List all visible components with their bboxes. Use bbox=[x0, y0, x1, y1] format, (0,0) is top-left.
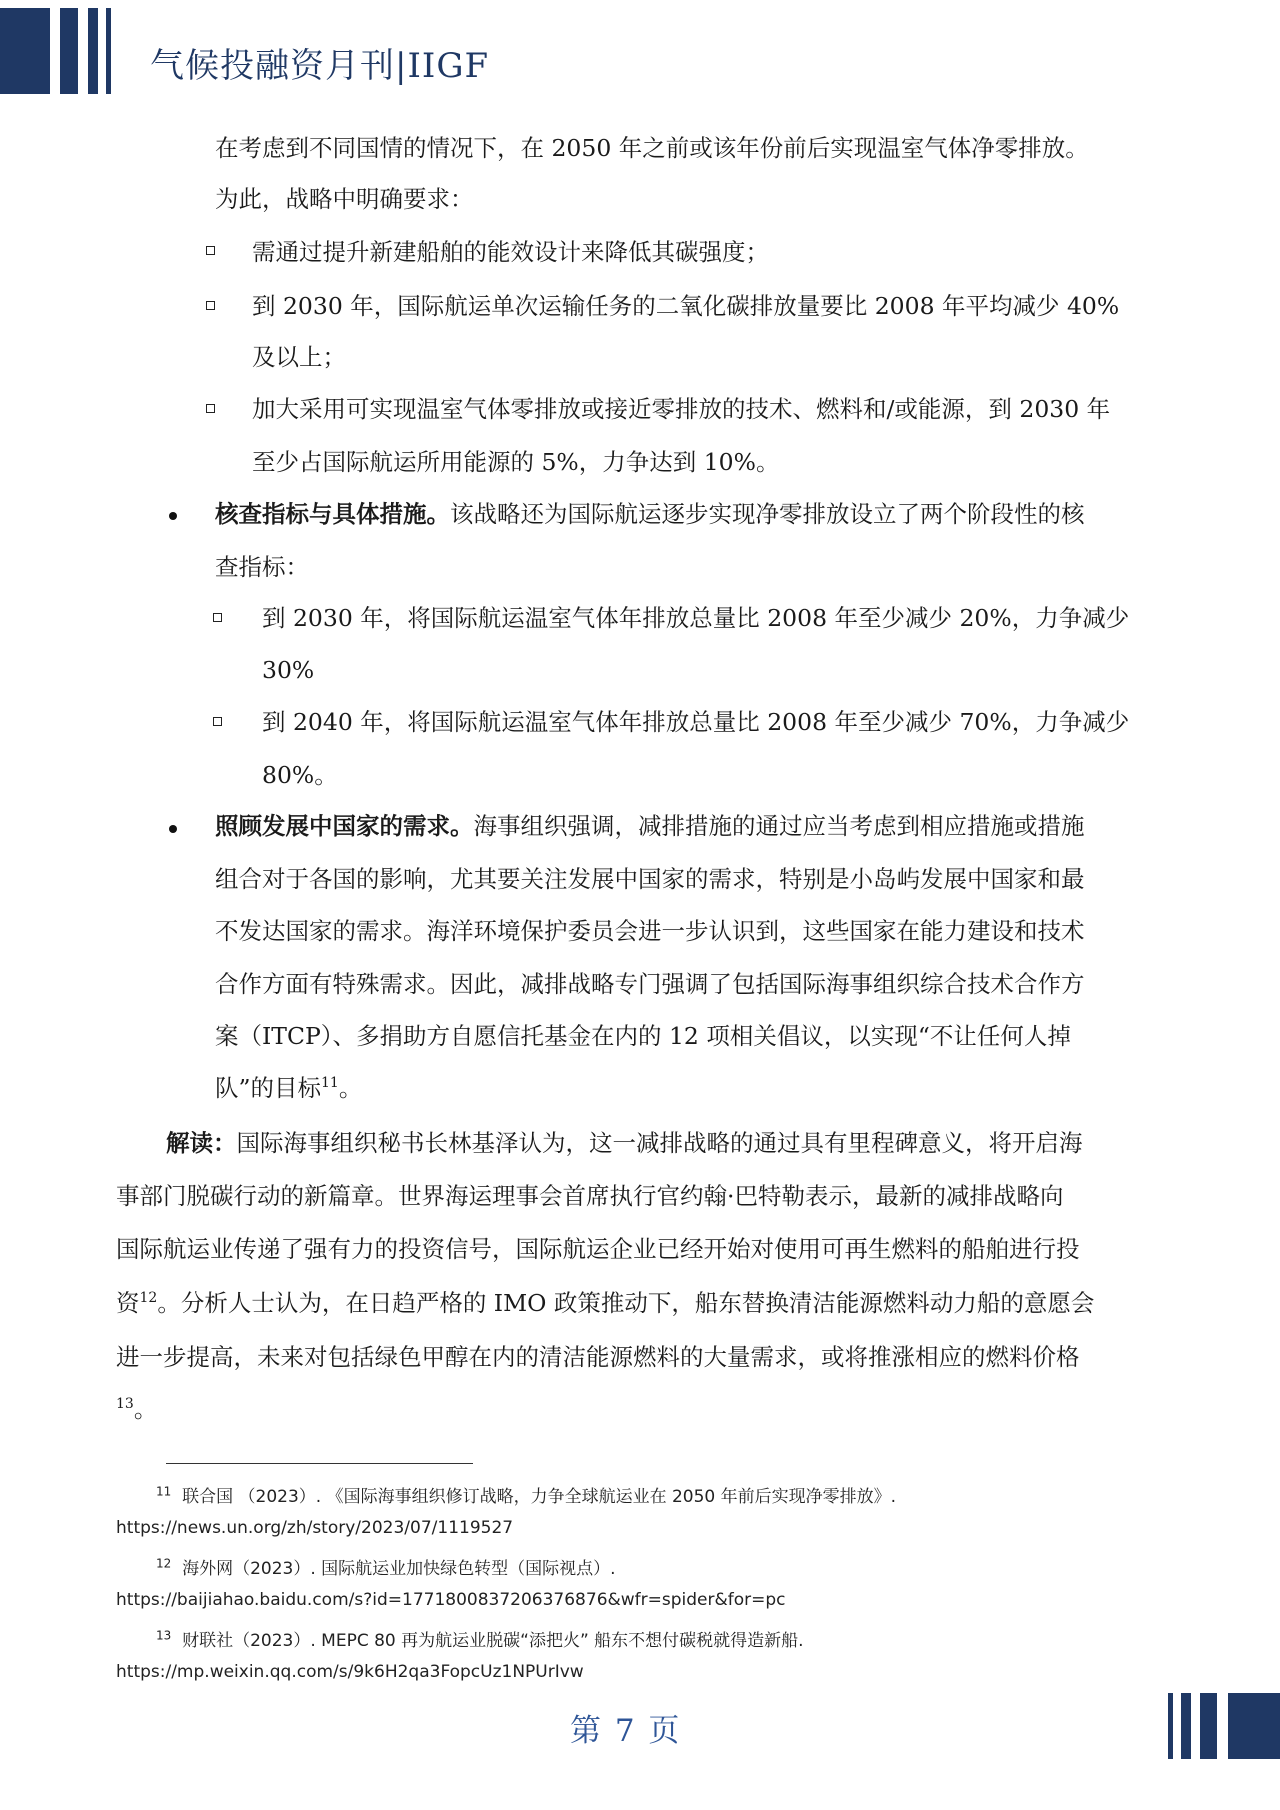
footnote-ref[interactable]: 11 bbox=[321, 1075, 339, 1092]
square-bullet-icon bbox=[213, 613, 222, 622]
paragraph-text: 。分析人士认为，在日趋严格的 IMO 政策推动下，船东替换清洁能源燃料动力船的意愿会 bbox=[157, 1289, 1095, 1317]
footnote-divider bbox=[166, 1463, 473, 1464]
paragraph-line: 国际航运业传递了强有力的投资信号，国际航运企业已经开始对使用可再生燃料的船舶进行投 bbox=[116, 1235, 1080, 1263]
footnote-number: 12 bbox=[156, 1556, 172, 1571]
paragraph-line bbox=[166, 1129, 1083, 1157]
bullet-text: 该战略还为国际航运逐步实现净零排放设立了两个阶段性的核 bbox=[450, 500, 1085, 528]
footnote-text: 财联社（2023）. MEPC 80 再为航运业脱碳“添把火” 船东不想付碳税就得造新船. bbox=[182, 1631, 804, 1651]
footnote-text: 联合国 （2023）. 《国际海事组织修订战略，力争全球航运业在 2050 年前后实现净零排放》. bbox=[182, 1487, 897, 1507]
square-bullet-icon bbox=[206, 301, 215, 310]
sub-item: 及以上； bbox=[252, 343, 346, 371]
bullet-heading: 照顾发展中国家的需求。 bbox=[215, 812, 474, 840]
paragraph-text: 国际海事组织秘书长林基泽认为，这一减排战略的通过具有里程碑意义，将开启海 bbox=[236, 1129, 1083, 1157]
bullet-item: 查指标： bbox=[215, 553, 309, 581]
square-bullet-icon bbox=[213, 717, 222, 726]
footnote-ref[interactable]: 13 bbox=[116, 1396, 134, 1413]
sub-item: 到 2030 年，国际航运单次运输任务的二氧化碳排放量要比 2008 年平均减少 40% bbox=[252, 292, 1120, 320]
sub-item: 到 2040 年，将国际航运温室气体年排放总量比 2008 年至少减少 70%，力争减少 bbox=[262, 708, 1130, 736]
footnote-12 bbox=[156, 1554, 616, 1579]
page-number: 第 7 页 bbox=[570, 1713, 682, 1749]
bullet-item bbox=[215, 1074, 363, 1102]
square-bullet-icon bbox=[206, 404, 215, 413]
footnote-ref[interactable]: 12 bbox=[139, 1290, 158, 1307]
bullet-icon bbox=[169, 825, 177, 833]
paragraph-line bbox=[116, 1289, 1095, 1317]
footnote-13 bbox=[156, 1626, 804, 1651]
bullet-item: 案（ITCP）、多捐助方自愿信托基金在内的 12 项相关倡议，以实现“不让任何人掉 bbox=[215, 1022, 1071, 1050]
footnote-number: 13 bbox=[156, 1628, 172, 1643]
paragraph-line: 进一步提高，未来对包括绿色甲醇在内的清洁能源燃料的大量需求，或将推涨相应的燃料价格 bbox=[116, 1343, 1080, 1371]
paragraph-line: 在考虑到不同国情的情况下，在 2050 年之前或该年份前后实现温室气体净零排放。 bbox=[215, 134, 1089, 162]
paragraph-heading: 解读： bbox=[166, 1129, 237, 1157]
footnote-number: 11 bbox=[156, 1484, 172, 1499]
sub-item: 需通过提升新建船舶的能效设计来降低其碳强度； bbox=[252, 238, 769, 266]
bullet-heading: 核查指标与具体措施。 bbox=[215, 500, 450, 528]
bullet-text: 。 bbox=[338, 1074, 363, 1102]
sub-item: 到 2030 年，将国际航运温室气体年排放总量比 2008 年至少减少 20%，力争减少 bbox=[262, 604, 1130, 632]
paragraph-text: 。 bbox=[133, 1395, 158, 1423]
footnote-11 bbox=[156, 1482, 896, 1507]
paragraph-line bbox=[116, 1395, 158, 1423]
bullet-item: 组合对于各国的影响，尤其要关注发展中国家的需求，特别是小岛屿发展中国家和最 bbox=[215, 865, 1085, 893]
paragraph-line: 事部门脱碳行动的新篇章。世界海运理事会首席执行官约翰·巴特勒表示，最新的减排战略向 bbox=[116, 1182, 1064, 1210]
bullet-item: 合作方面有特殊需求。因此，减排战略专门强调了包括国际海事组织综合技术合作方 bbox=[215, 970, 1085, 998]
bullet-item bbox=[215, 812, 1085, 840]
paragraph-text: 资 bbox=[116, 1289, 140, 1317]
footnote-link[interactable]: https://mp.weixin.qq.com/s/9k6H2qa3FopcUz1NPUrIvw bbox=[116, 1662, 584, 1682]
paragraph-line: 为此，战略中明确要求： bbox=[215, 185, 474, 213]
sub-item: 80%。 bbox=[262, 761, 338, 789]
footnote-link[interactable]: https://news.un.org/zh/story/2023/07/1119527 bbox=[116, 1518, 514, 1538]
sub-item: 30% bbox=[262, 656, 315, 684]
header-title: 气候投融资月刊|IIGF bbox=[150, 46, 490, 86]
sub-item: 加大采用可实现温室气体零排放或接近零排放的技术、燃料和/或能源，到 2030 年 bbox=[252, 395, 1111, 423]
bullet-item: 不发达国家的需求。海洋环境保护委员会进一步认识到，这些国家在能力建设和技术 bbox=[215, 917, 1085, 945]
bullet-item bbox=[215, 500, 1085, 528]
bullet-text: 队”的目标 bbox=[215, 1074, 322, 1102]
footnote-text: 海外网（2023）. 国际航运业加快绿色转型（国际视点）. bbox=[182, 1559, 616, 1579]
square-bullet-icon bbox=[206, 246, 215, 255]
bullet-text: 海事组织强调，减排措施的通过应当考虑到相应措施或措施 bbox=[473, 812, 1085, 840]
footnote-link[interactable]: https://baijiahao.baidu.com/s?id=1771800837206376876&wfr=spider&for=pc bbox=[116, 1590, 786, 1610]
bullet-icon bbox=[169, 512, 177, 520]
sub-item: 至少占国际航运所用能源的 5%，力争达到 10%。 bbox=[252, 448, 780, 476]
